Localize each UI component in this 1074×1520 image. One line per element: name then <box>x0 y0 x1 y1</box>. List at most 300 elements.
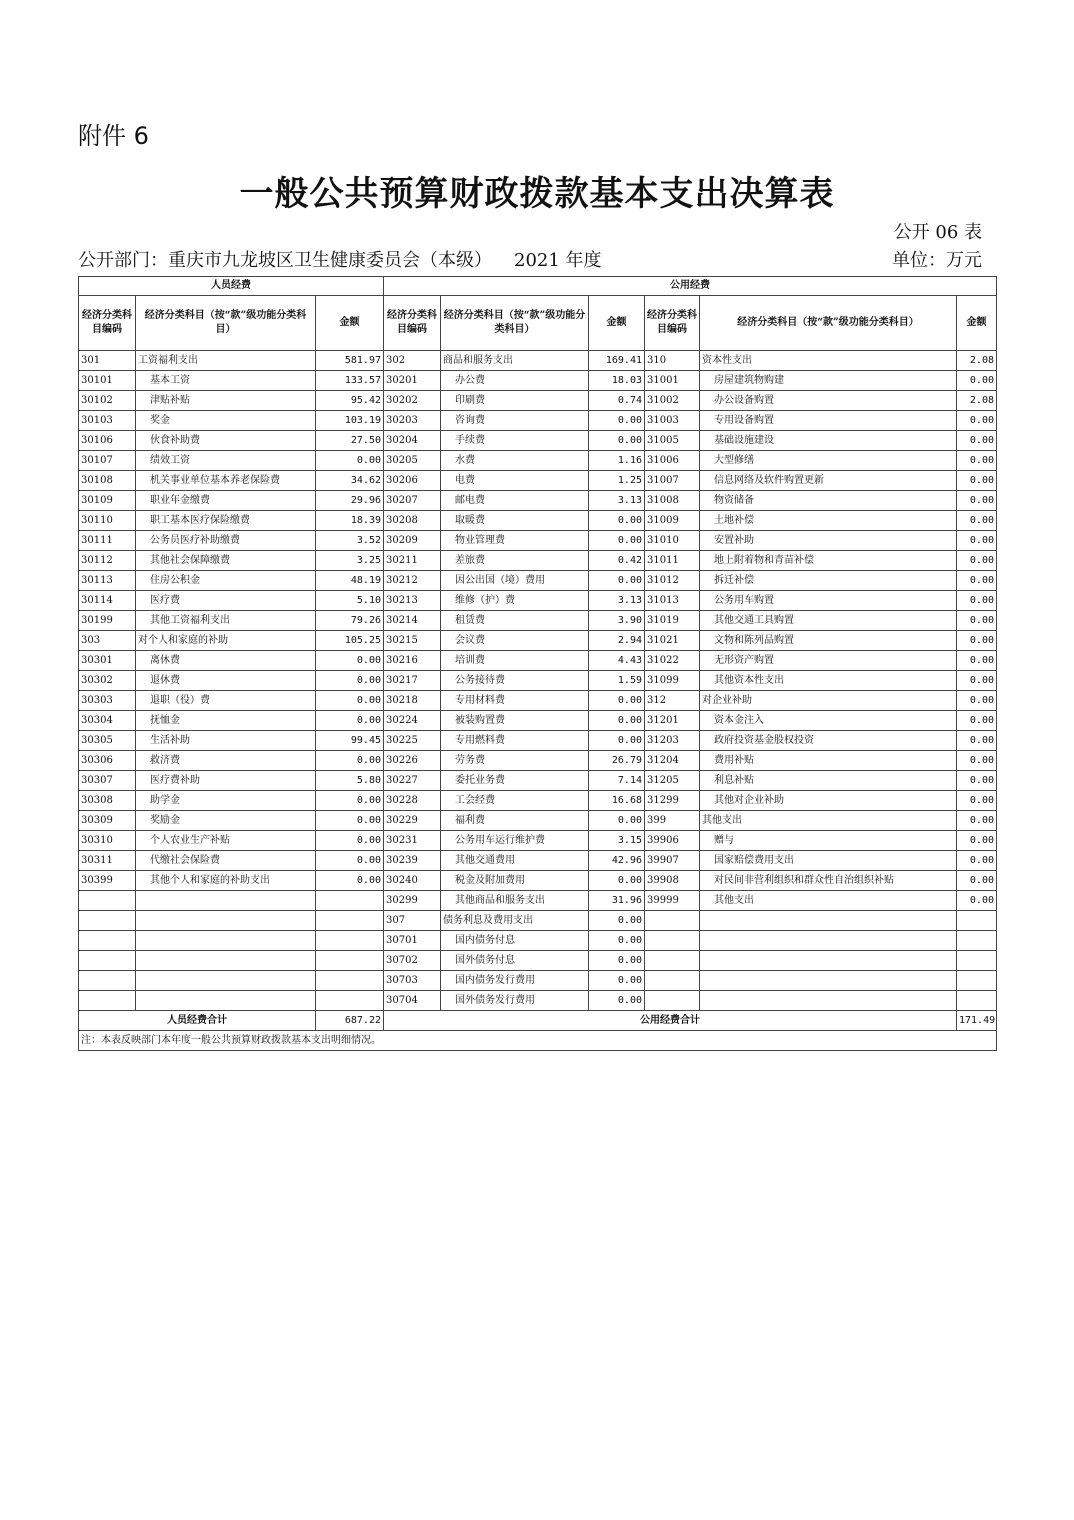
row-amount: 0.00 <box>589 971 645 991</box>
row-amount: 0.00 <box>957 691 997 711</box>
row-code <box>79 971 136 991</box>
header-amount: 金额 <box>957 296 997 351</box>
row-amount: 29.96 <box>316 491 384 511</box>
row-name: 工资福利支出 <box>136 351 316 371</box>
row-code: 30217 <box>384 671 441 691</box>
row-code: 30304 <box>79 711 136 731</box>
row-name: 住房公积金 <box>136 571 316 591</box>
row-amount: 0.00 <box>957 431 997 451</box>
row-amount: 0.00 <box>957 891 997 911</box>
row-name: 救济费 <box>136 751 316 771</box>
row-code <box>645 971 700 991</box>
row-amount <box>957 951 997 971</box>
row-name: 差旅费 <box>441 551 589 571</box>
row-name: 其他交通工具购置 <box>700 611 957 631</box>
row-amount: 0.00 <box>957 551 997 571</box>
row-name <box>700 971 957 991</box>
table-row <box>79 531 997 551</box>
row-name: 公务员医疗补助缴费 <box>136 531 316 551</box>
row-code: 310 <box>645 351 700 371</box>
row-amount: 2.94 <box>589 631 645 651</box>
row-code: 30703 <box>384 971 441 991</box>
row-name: 债务利息及费用支出 <box>441 911 589 931</box>
row-amount: 1.25 <box>589 471 645 491</box>
table-body <box>79 351 997 1011</box>
row-code: 30218 <box>384 691 441 711</box>
row-amount: 0.00 <box>316 871 384 891</box>
table-row <box>79 991 997 1011</box>
table-row <box>79 571 997 591</box>
row-code: 39906 <box>645 831 700 851</box>
expenditure-table <box>78 276 997 1051</box>
row-code: 30212 <box>384 571 441 591</box>
row-amount: 0.00 <box>589 411 645 431</box>
row-name <box>136 951 316 971</box>
row-amount: 31.96 <box>589 891 645 911</box>
row-name: 会议费 <box>441 631 589 651</box>
row-code: 30239 <box>384 851 441 871</box>
row-code: 31299 <box>645 791 700 811</box>
row-code: 30704 <box>384 991 441 1011</box>
row-amount: 0.00 <box>589 911 645 931</box>
row-code: 30224 <box>384 711 441 731</box>
row-amount: 0.00 <box>589 931 645 951</box>
row-code <box>645 951 700 971</box>
row-name: 医疗费 <box>136 591 316 611</box>
row-name <box>136 891 316 911</box>
row-code <box>79 911 136 931</box>
row-code: 31008 <box>645 491 700 511</box>
row-code: 30204 <box>384 431 441 451</box>
table-row <box>79 911 997 931</box>
row-code: 30216 <box>384 651 441 671</box>
row-code: 31002 <box>645 391 700 411</box>
public-total-amount: 171.49 <box>957 1011 997 1031</box>
table-row <box>79 611 997 631</box>
table-row <box>79 391 997 411</box>
public-total-label: 公用经费合计 <box>384 1011 957 1031</box>
row-name: 职工基本医疗保险缴费 <box>136 511 316 531</box>
row-name: 基础设施建设 <box>700 431 957 451</box>
group-header-personnel: 人员经费 <box>79 277 384 296</box>
row-amount: 18.39 <box>316 511 384 531</box>
row-amount: 3.13 <box>589 591 645 611</box>
row-name: 退休费 <box>136 671 316 691</box>
row-amount: 0.00 <box>589 511 645 531</box>
row-name: 其他交通费用 <box>441 851 589 871</box>
row-code: 30214 <box>384 611 441 631</box>
row-code: 30206 <box>384 471 441 491</box>
row-code: 39999 <box>645 891 700 911</box>
row-name: 国外债务付息 <box>441 951 589 971</box>
row-code: 30201 <box>384 371 441 391</box>
table-row <box>79 951 997 971</box>
table-row <box>79 471 997 491</box>
row-code: 30113 <box>79 571 136 591</box>
row-amount: 0.00 <box>589 811 645 831</box>
row-amount <box>316 911 384 931</box>
row-amount: 0.00 <box>957 651 997 671</box>
row-amount: 0.00 <box>589 571 645 591</box>
group-header-public: 公用经费 <box>384 277 997 296</box>
row-amount: 95.42 <box>316 391 384 411</box>
row-code: 31021 <box>645 631 700 651</box>
row-amount: 0.00 <box>957 511 997 531</box>
row-name <box>700 931 957 951</box>
row-amount: 0.00 <box>957 751 997 771</box>
row-code: 39907 <box>645 851 700 871</box>
row-code: 30302 <box>79 671 136 691</box>
row-name: 机关事业单位基本养老保险费 <box>136 471 316 491</box>
table-row <box>79 451 997 471</box>
row-name: 其他对企业补助 <box>700 791 957 811</box>
row-name: 资本金注入 <box>700 711 957 731</box>
row-code: 30399 <box>79 871 136 891</box>
row-amount: 0.00 <box>957 671 997 691</box>
table-row <box>79 411 997 431</box>
row-code: 30106 <box>79 431 136 451</box>
row-amount: 26.79 <box>589 751 645 771</box>
row-code: 30702 <box>384 951 441 971</box>
row-name: 公务用车运行维护费 <box>441 831 589 851</box>
header-code: 经济分类科目编码 <box>645 296 700 351</box>
row-name: 其他商品和服务支出 <box>441 891 589 911</box>
row-code <box>645 991 700 1011</box>
row-name: 拆迁补偿 <box>700 571 957 591</box>
unit-label: 单位：万元 <box>892 250 982 271</box>
row-code <box>79 891 136 911</box>
row-amount: 105.25 <box>316 631 384 651</box>
row-name: 无形资产购置 <box>700 651 957 671</box>
row-code: 31205 <box>645 771 700 791</box>
row-code: 31019 <box>645 611 700 631</box>
row-code: 30240 <box>384 871 441 891</box>
row-code: 30207 <box>384 491 441 511</box>
row-name: 奖励金 <box>136 811 316 831</box>
row-amount: 0.00 <box>957 411 997 431</box>
row-amount: 5.10 <box>316 591 384 611</box>
row-name: 职业年金缴费 <box>136 491 316 511</box>
row-code: 30231 <box>384 831 441 851</box>
row-name: 其他资本性支出 <box>700 671 957 691</box>
row-amount: 0.00 <box>316 651 384 671</box>
row-code: 312 <box>645 691 700 711</box>
row-code: 31011 <box>645 551 700 571</box>
header-name: 经济分类科目（按“款”级功能分类科目） <box>700 296 957 351</box>
row-name: 电费 <box>441 471 589 491</box>
row-amount: 2.08 <box>957 391 997 411</box>
row-code <box>645 911 700 931</box>
row-code: 301 <box>79 351 136 371</box>
row-code: 30208 <box>384 511 441 531</box>
row-name <box>700 991 957 1011</box>
row-code: 31010 <box>645 531 700 551</box>
row-name: 医疗费补助 <box>136 771 316 791</box>
row-amount: 0.00 <box>316 671 384 691</box>
row-amount: 0.00 <box>957 451 997 471</box>
row-code: 30199 <box>79 611 136 631</box>
row-code: 30107 <box>79 451 136 471</box>
row-name: 委托业务费 <box>441 771 589 791</box>
row-name: 培训费 <box>441 651 589 671</box>
row-amount: 169.41 <box>589 351 645 371</box>
row-code: 30228 <box>384 791 441 811</box>
row-amount: 0.00 <box>316 831 384 851</box>
row-amount: 0.00 <box>589 691 645 711</box>
row-name: 物资储备 <box>700 491 957 511</box>
row-name: 抚恤金 <box>136 711 316 731</box>
row-name: 利息补贴 <box>700 771 957 791</box>
table-row <box>79 971 997 991</box>
header-amount: 金额 <box>316 296 384 351</box>
row-code: 30202 <box>384 391 441 411</box>
row-amount <box>957 931 997 951</box>
row-code <box>79 931 136 951</box>
row-amount: 0.00 <box>589 431 645 451</box>
header-name: 经济分类科目（按“款”级功能分类科目） <box>441 296 589 351</box>
row-amount: 0.00 <box>589 731 645 751</box>
row-code: 30303 <box>79 691 136 711</box>
row-amount: 5.80 <box>316 771 384 791</box>
row-amount: 27.50 <box>316 431 384 451</box>
table-row <box>79 731 997 751</box>
row-name: 商品和服务支出 <box>441 351 589 371</box>
row-amount: 0.00 <box>957 471 997 491</box>
row-code: 31001 <box>645 371 700 391</box>
row-code <box>79 951 136 971</box>
row-code: 30301 <box>79 651 136 671</box>
row-name: 赠与 <box>700 831 957 851</box>
row-amount: 0.00 <box>316 691 384 711</box>
row-name <box>136 991 316 1011</box>
header-amount: 金额 <box>589 296 645 351</box>
row-code: 30109 <box>79 491 136 511</box>
row-amount: 0.00 <box>957 851 997 871</box>
row-name: 国家赔偿费用支出 <box>700 851 957 871</box>
row-code: 30311 <box>79 851 136 871</box>
row-name: 对个人和家庭的补助 <box>136 631 316 651</box>
table-note: 注：本表反映部门本年度一般公共预算财政拨款基本支出明细情况。 <box>79 1031 997 1051</box>
row-code: 30203 <box>384 411 441 431</box>
table-row <box>79 431 997 451</box>
attachment-label: 附件 6 <box>78 122 149 150</box>
row-name: 土地补偿 <box>700 511 957 531</box>
row-code: 30205 <box>384 451 441 471</box>
row-amount <box>316 971 384 991</box>
row-name: 生活补助 <box>136 731 316 751</box>
row-code: 30112 <box>79 551 136 571</box>
row-name: 地上附着物和青苗补偿 <box>700 551 957 571</box>
row-amount: 0.00 <box>316 851 384 871</box>
row-name: 水费 <box>441 451 589 471</box>
department-line <box>78 246 602 272</box>
row-amount: 3.15 <box>589 831 645 851</box>
row-name: 费用补贴 <box>700 751 957 771</box>
row-code: 30114 <box>79 591 136 611</box>
row-code: 307 <box>384 911 441 931</box>
row-code: 31203 <box>645 731 700 751</box>
row-name: 其他支出 <box>700 811 957 831</box>
row-amount: 0.00 <box>316 751 384 771</box>
row-amount: 99.45 <box>316 731 384 751</box>
row-code: 30211 <box>384 551 441 571</box>
row-code: 31006 <box>645 451 700 471</box>
row-name <box>136 911 316 931</box>
personnel-total-label: 人员经费合计 <box>79 1011 316 1031</box>
row-amount: 42.96 <box>589 851 645 871</box>
row-amount: 0.00 <box>589 531 645 551</box>
row-code: 302 <box>384 351 441 371</box>
row-amount: 0.00 <box>316 711 384 731</box>
header-code: 经济分类科目编码 <box>384 296 441 351</box>
row-name: 工会经费 <box>441 791 589 811</box>
row-name <box>136 931 316 951</box>
row-code: 30103 <box>79 411 136 431</box>
row-amount: 1.16 <box>589 451 645 471</box>
table-row <box>79 651 997 671</box>
row-amount: 2.08 <box>957 351 997 371</box>
row-code: 30110 <box>79 511 136 531</box>
row-code: 30108 <box>79 471 136 491</box>
row-amount: 0.00 <box>957 811 997 831</box>
row-name: 专用材料费 <box>441 691 589 711</box>
row-name: 印刷费 <box>441 391 589 411</box>
row-name: 咨询费 <box>441 411 589 431</box>
note-row <box>79 1031 997 1051</box>
row-name: 津贴补贴 <box>136 391 316 411</box>
row-amount: 103.19 <box>316 411 384 431</box>
row-name: 办公设备购置 <box>700 391 957 411</box>
row-code: 30306 <box>79 751 136 771</box>
row-amount: 0.00 <box>957 631 997 651</box>
row-name: 税金及附加费用 <box>441 871 589 891</box>
row-amount: 4.43 <box>589 651 645 671</box>
row-name: 福利费 <box>441 811 589 831</box>
row-amount: 0.00 <box>316 811 384 831</box>
row-code: 31005 <box>645 431 700 451</box>
row-code: 31201 <box>645 711 700 731</box>
table-row <box>79 491 997 511</box>
row-name: 国内债务付息 <box>441 931 589 951</box>
row-name: 手续费 <box>441 431 589 451</box>
row-amount <box>957 911 997 931</box>
row-amount: 0.74 <box>589 391 645 411</box>
row-code: 30209 <box>384 531 441 551</box>
row-amount: 7.14 <box>589 771 645 791</box>
row-code <box>79 991 136 1011</box>
table-row <box>79 351 997 371</box>
row-name: 离休费 <box>136 651 316 671</box>
row-amount: 3.52 <box>316 531 384 551</box>
row-code: 31022 <box>645 651 700 671</box>
personnel-total-amount: 687.22 <box>316 1011 384 1031</box>
row-name: 邮电费 <box>441 491 589 511</box>
table-row <box>79 871 997 891</box>
row-name: 公务接待费 <box>441 671 589 691</box>
table-row <box>79 511 997 531</box>
row-name: 被装购置费 <box>441 711 589 731</box>
row-name: 维修（护）费 <box>441 591 589 611</box>
row-code: 31099 <box>645 671 700 691</box>
row-name: 安置补助 <box>700 531 957 551</box>
row-name: 取暖费 <box>441 511 589 531</box>
row-name: 个人农业生产补贴 <box>136 831 316 851</box>
row-name: 办公费 <box>441 371 589 391</box>
row-code: 31009 <box>645 511 700 531</box>
row-amount: 3.13 <box>589 491 645 511</box>
totals-row <box>79 1011 997 1031</box>
table-row <box>79 771 997 791</box>
row-name: 信息网络及软件购置更新 <box>700 471 957 491</box>
table-row <box>79 671 997 691</box>
header-name: 经济分类科目（按“款”级功能分类科目） <box>136 296 316 351</box>
row-code: 30215 <box>384 631 441 651</box>
row-code: 30229 <box>384 811 441 831</box>
row-code: 30305 <box>79 731 136 751</box>
row-amount <box>316 951 384 971</box>
row-amount: 0.00 <box>957 791 997 811</box>
row-name: 劳务费 <box>441 751 589 771</box>
row-name: 其他个人和家庭的补助支出 <box>136 871 316 891</box>
table-row <box>79 751 997 771</box>
row-amount: 0.00 <box>957 591 997 611</box>
row-code: 30307 <box>79 771 136 791</box>
row-name: 退职（役）费 <box>136 691 316 711</box>
row-name: 专用燃料费 <box>441 731 589 751</box>
table-row <box>79 791 997 811</box>
table-row <box>79 851 997 871</box>
row-name: 国内债务发行费用 <box>441 971 589 991</box>
row-amount: 0.00 <box>957 571 997 591</box>
row-amount: 0.00 <box>957 711 997 731</box>
row-code: 30102 <box>79 391 136 411</box>
row-code: 31007 <box>645 471 700 491</box>
row-code: 30308 <box>79 791 136 811</box>
row-code: 39908 <box>645 871 700 891</box>
row-name: 资本性支出 <box>700 351 957 371</box>
row-amount <box>316 891 384 911</box>
row-name: 大型修缮 <box>700 451 957 471</box>
row-amount: 0.00 <box>589 871 645 891</box>
row-code: 30213 <box>384 591 441 611</box>
row-amount: 0.00 <box>957 831 997 851</box>
row-amount: 0.42 <box>589 551 645 571</box>
row-amount: 0.00 <box>589 991 645 1011</box>
row-name: 公务用车购置 <box>700 591 957 611</box>
row-name: 对企业补助 <box>700 691 957 711</box>
row-amount: 0.00 <box>957 611 997 631</box>
row-code: 30310 <box>79 831 136 851</box>
fiscal-year: 2021 年度 <box>514 250 602 271</box>
table-row <box>79 631 997 651</box>
row-amount: 18.03 <box>589 371 645 391</box>
page-title: 一般公共预算财政拨款基本支出决算表 <box>239 174 835 214</box>
row-amount: 1.59 <box>589 671 645 691</box>
row-code: 30226 <box>384 751 441 771</box>
row-code: 30101 <box>79 371 136 391</box>
row-amount: 581.97 <box>316 351 384 371</box>
row-code: 30225 <box>384 731 441 751</box>
row-code: 31012 <box>645 571 700 591</box>
row-name: 专用设备购置 <box>700 411 957 431</box>
row-name: 奖金 <box>136 411 316 431</box>
row-code: 31013 <box>645 591 700 611</box>
row-name: 租赁费 <box>441 611 589 631</box>
row-name: 因公出国（境）费用 <box>441 571 589 591</box>
header-code: 经济分类科目编码 <box>79 296 136 351</box>
row-name: 对民间非营利组织和群众性自治组织补贴 <box>700 871 957 891</box>
row-name: 基本工资 <box>136 371 316 391</box>
